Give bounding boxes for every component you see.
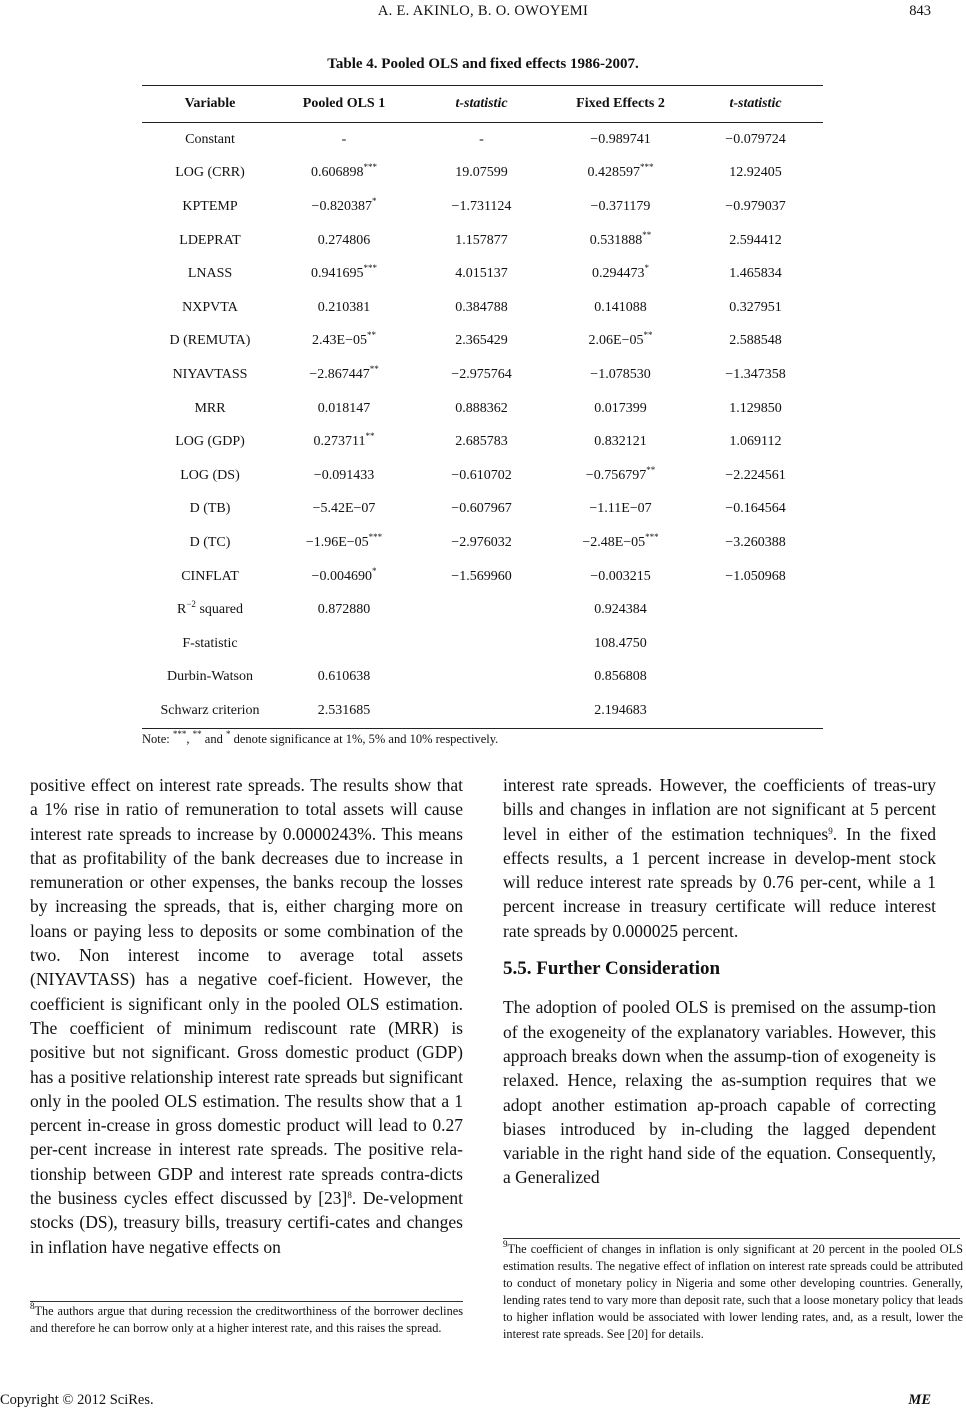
cell-variable — [142, 325, 278, 359]
cell-pooled-ols-text: 0.606898 — [311, 165, 364, 181]
cell-fixed-effects — [553, 190, 688, 224]
cell-fixed-effects-text: −1.078530 — [590, 366, 651, 382]
cell-pooled-ols-text: 0.610638 — [317, 669, 371, 685]
cell-variable-text: R — [177, 602, 187, 618]
cell-pooled-t-statistic-text: 4.015137 — [455, 266, 508, 282]
cell-fixed-effects-text: 108.4750 — [594, 635, 647, 651]
cell-variable — [142, 459, 278, 493]
cell-fixed-t-statistic-text: −0.079724 — [725, 131, 786, 147]
footnote-9-text: The coefficient of changes in inflation is only significant at 20 percent in the pooled OLS estimation results. The negative effect of inflation on interest rate spreads could be attributed to conduct of monetary policy in Nigeria and some other developing countries. Generally, lending rates tend to vary more than deposit rate, such that a loose monetary policy that leads to higher inflation would be associated with lower lending rates, and, as a result, lower the interest rate spreads. See [20] for details. — [503, 1242, 963, 1341]
table-row — [142, 593, 823, 627]
cell-variable-text: MRR — [194, 400, 226, 416]
cell-pooled-ols — [278, 661, 410, 695]
cell-fixed-t-statistic-text: −0.979037 — [725, 198, 786, 214]
table-row — [142, 560, 823, 594]
cell-fixed-t-statistic-text: 2.594412 — [729, 232, 782, 248]
table-row — [142, 459, 823, 493]
cell-fixed-t-statistic — [688, 593, 823, 627]
cell-pooled-t-statistic — [410, 560, 553, 594]
table-row — [142, 224, 823, 258]
cell-pooled-ols-text: −1.96E−05 — [305, 534, 369, 550]
table-row — [142, 157, 823, 191]
cell-pooled-t-statistic — [410, 493, 553, 527]
cell-variable-text: D (TB) — [189, 501, 231, 517]
cell-fixed-effects — [553, 425, 688, 459]
significance-marker: * — [371, 195, 377, 206]
cell-pooled-t-statistic — [410, 593, 553, 627]
cell-variable — [142, 358, 278, 392]
cell-pooled-ols — [278, 392, 410, 426]
cell-pooled-t-statistic — [410, 325, 553, 359]
cell-fixed-t-statistic — [688, 123, 823, 157]
cell-fixed-effects — [553, 123, 688, 157]
cell-fixed-t-statistic-text: 1.069112 — [729, 434, 782, 450]
cell-fixed-t-statistic — [688, 526, 823, 560]
cell-pooled-t-statistic-text: −1.569960 — [451, 568, 512, 584]
cell-variable — [142, 123, 278, 157]
footnote-8 — [30, 1303, 463, 1337]
cell-pooled-t-statistic — [410, 526, 553, 560]
cell-variable — [142, 190, 278, 224]
footnote-ref-8[interactable]: 8 — [347, 1190, 352, 1201]
cell-pooled-ols-text: 0.273711 — [313, 434, 366, 450]
cell-fixed-t-statistic — [688, 190, 823, 224]
cell-pooled-t-statistic-text: 19.07599 — [455, 165, 508, 181]
cell-variable — [142, 493, 278, 527]
table-row — [142, 257, 823, 291]
cell-pooled-ols — [278, 560, 410, 594]
cell-pooled-t-statistic-text: 0.888362 — [455, 400, 508, 416]
cell-fixed-t-statistic — [688, 358, 823, 392]
significance-marker: *** — [368, 531, 383, 542]
cell-variable — [142, 291, 278, 325]
section-heading: 5.5. Further Consideration — [503, 958, 721, 980]
note-symbol-5pct: ** — [192, 729, 202, 739]
cell-pooled-ols — [278, 325, 410, 359]
cell-pooled-t-statistic — [410, 392, 553, 426]
cell-fixed-effects — [553, 694, 688, 728]
note-symbol-10pct: * — [225, 729, 231, 739]
table-row — [142, 661, 823, 695]
cell-variable — [142, 526, 278, 560]
cell-fixed-t-statistic — [688, 694, 823, 728]
note-symbol-1pct: *** — [172, 729, 187, 739]
cell-fixed-t-statistic — [688, 257, 823, 291]
cell-variable — [142, 593, 278, 627]
page-number: 843 — [909, 3, 931, 19]
cell-pooled-t-statistic-text: 0.384788 — [455, 299, 508, 315]
cell-fixed-t-statistic-text: 1.129850 — [729, 400, 782, 416]
cell-pooled-t-statistic — [410, 190, 553, 224]
running-head: A. E. AKINLO, B. O. OWOYEMI — [377, 3, 589, 19]
cell-variable-text: Durbin-Watson — [167, 669, 253, 685]
cell-variable — [142, 627, 278, 661]
significance-marker: ** — [365, 431, 375, 442]
column-header-variable: Variable — [142, 86, 278, 123]
cell-pooled-ols — [278, 157, 410, 191]
table-row — [142, 392, 823, 426]
footnote-rule-left — [30, 1301, 463, 1302]
cell-fixed-t-statistic-text: −2.224561 — [725, 467, 786, 483]
cell-fixed-effects-text: 0.017399 — [594, 400, 647, 416]
cell-fixed-t-statistic — [688, 425, 823, 459]
significance-marker: ** — [643, 330, 653, 341]
cell-pooled-t-statistic — [410, 694, 553, 728]
significance-marker: ** — [642, 229, 652, 240]
footer-journal: ME — [908, 1392, 931, 1408]
cell-fixed-effects — [553, 325, 688, 359]
cell-fixed-effects — [553, 593, 688, 627]
cell-pooled-ols — [278, 694, 410, 728]
cell-pooled-ols — [278, 123, 410, 157]
cell-fixed-effects — [553, 392, 688, 426]
cell-fixed-t-statistic-text: 2.588548 — [729, 333, 782, 349]
cell-pooled-t-statistic-text: −0.607967 — [451, 501, 512, 517]
note-separator-2: and — [201, 732, 226, 746]
column-header-pooled-t-statistic: t-statistic — [410, 86, 553, 123]
cell-pooled-t-statistic — [410, 358, 553, 392]
cell-pooled-t-statistic — [410, 425, 553, 459]
cell-pooled-ols-text: 0.274806 — [317, 232, 371, 248]
cell-fixed-t-statistic — [688, 224, 823, 258]
cell-fixed-effects-text: −2.48E−05 — [582, 534, 646, 550]
left-paragraph-text-b: . De-velopment stocks (DS), treasury bills, treasury certifi-cates and changes in inflation have negative effects on — [30, 1188, 463, 1257]
cell-pooled-ols-text: −0.820387 — [311, 198, 372, 214]
table-row — [142, 694, 823, 728]
cell-variable — [142, 392, 278, 426]
results-table — [142, 85, 823, 729]
cell-pooled-ols-text: 2.531685 — [317, 702, 371, 718]
cell-pooled-ols-text: −0.004690 — [311, 568, 372, 584]
cell-variable-text: CINFLAT — [181, 568, 239, 584]
cell-pooled-t-statistic-text: −2.975764 — [451, 366, 512, 382]
cell-fixed-t-statistic — [688, 661, 823, 695]
significance-marker: * — [644, 263, 649, 274]
cell-fixed-t-statistic — [688, 325, 823, 359]
cell-variable-text: F-statistic — [182, 635, 238, 651]
table-note — [142, 729, 499, 747]
table-row — [142, 123, 823, 157]
cell-variable-text: D (REMUTA) — [169, 333, 251, 349]
cell-variable-text: LNASS — [187, 266, 233, 282]
cell-variable-text: D (TC) — [189, 534, 231, 550]
cell-fixed-t-statistic-text: 1.465834 — [729, 266, 782, 282]
cell-pooled-ols — [278, 526, 410, 560]
left-column — [30, 773, 463, 1259]
cell-variable-text: KPTEMP — [182, 198, 238, 214]
cell-variable-text: LDEPRAT — [179, 232, 241, 248]
cell-pooled-t-statistic — [410, 123, 553, 157]
cell-pooled-ols-text: 0.210381 — [317, 299, 371, 315]
right-column — [503, 773, 936, 1190]
table-row — [142, 291, 823, 325]
cell-pooled-ols-text: 2.43E−05 — [312, 333, 367, 349]
table-row — [142, 190, 823, 224]
cell-pooled-ols — [278, 425, 410, 459]
cell-fixed-effects — [553, 526, 688, 560]
cell-pooled-t-statistic-text: −1.731124 — [451, 198, 512, 214]
cell-variable — [142, 560, 278, 594]
right-paragraph-1-text-a: interest rate spreads. However, the coefficients of treas-ury bills and changes in inflation are not significant at 5 percent level in either of the estimation techniques — [503, 775, 936, 844]
footnote-9-mark: 9 — [503, 1239, 508, 1249]
cell-pooled-t-statistic — [410, 459, 553, 493]
note-separator-1: , — [186, 732, 193, 746]
right-paragraph-1 — [503, 773, 936, 943]
cell-fixed-effects-text: 0.832121 — [594, 434, 647, 450]
cell-pooled-t-statistic-text: −2.976032 — [451, 534, 512, 550]
cell-superscript: −2 — [186, 599, 196, 610]
cell-pooled-ols-text: −2.867447 — [309, 366, 370, 382]
footnote-8-mark: 8 — [30, 1301, 35, 1311]
cell-pooled-t-statistic — [410, 224, 553, 258]
table-row — [142, 325, 823, 359]
cell-fixed-effects-text: 2.194683 — [594, 702, 647, 718]
cell-fixed-effects-text: 0.141088 — [594, 299, 647, 315]
cell-pooled-ols-text: 0.941695 — [311, 266, 364, 282]
right-paragraph-2: The adoption of pooled OLS is premised on the assump-tion of the exogeneity of the explanatory variables. However, this approach breaks down when the assump-tion of exogeneity is relaxed. Hence, relaxing the as-sumption requires that we adopt another estimation ap-proach capable of correcting biases introduced by in-cluding the lagged dependent variable in the right hand side of the equation. Consequently, a Generalized — [503, 997, 936, 1188]
significance-marker: *** — [363, 263, 377, 274]
footnote-rule-right — [503, 1238, 960, 1239]
cell-pooled-ols — [278, 459, 410, 493]
cell-fixed-effects-text: −1.11E−07 — [589, 501, 652, 517]
significance-marker: *** — [645, 531, 659, 542]
cell-fixed-t-statistic — [688, 560, 823, 594]
cell-variable-text: LOG (CRR) — [175, 165, 245, 181]
footnote-9 — [503, 1241, 963, 1343]
cell-fixed-effects — [553, 157, 688, 191]
column-header-fixed-effects: Fixed Effects 2 — [553, 86, 688, 123]
left-paragraph-text-a: positive effect on interest rate spreads. The results show that a 1% rise in ratio of remuneration to total assets will cause interest rate spreads to increase by 0.0000243%. This means that as profitability of the bank decreases due to increase in remuneration or other expenses, the banks recoup the losses by increasing the spreads, that is, either charging more on loans or paying less to deposits or some combination of the two. Non interest income to average total assets (NIYAVTASS) has a negative coef-ficient. However, the coefficient is significant only in the pooled OLS estimation. The coefficient of minimum rediscount rate (MRR) is positive but not significant. Gross domestic product (GDP) has a positive relationship interest rate spreads but significant only in the pooled OLS estimation. The results show that a 1 percent in-crease in gross domestic product will lead to 0.27 per-cent increase in interest rate spreads. The positive rela-tionship between GDP and interest rate spreads contra-dicts the business cycles effect discussed by [23] — [30, 775, 463, 1209]
cell-variable — [142, 224, 278, 258]
cell-variable-text: Schwarz criterion — [160, 702, 260, 718]
cell-fixed-t-statistic-text: −1.050968 — [725, 568, 786, 584]
cell-fixed-effects — [553, 358, 688, 392]
cell-pooled-ols — [278, 291, 410, 325]
cell-pooled-ols — [278, 627, 410, 661]
cell-variable — [142, 257, 278, 291]
table-header-row — [142, 86, 823, 123]
significance-marker: * — [371, 565, 377, 576]
cell-fixed-t-statistic-text: 12.92405 — [729, 165, 782, 181]
cell-fixed-t-statistic — [688, 459, 823, 493]
cell-pooled-t-statistic-text: 2.685783 — [455, 434, 508, 450]
footer-copyright: Copyright © 2012 SciRes. — [0, 1392, 154, 1408]
cell-fixed-effects-text: −0.756797 — [585, 467, 647, 483]
cell-fixed-t-statistic-text: 0.327951 — [729, 299, 782, 315]
cell-variable-text: NXPVTA — [182, 299, 238, 315]
cell-fixed-effects-text: 0.531888 — [589, 232, 643, 248]
table-row — [142, 526, 823, 560]
cell-variable-text: Constant — [185, 131, 235, 147]
cell-fixed-effects — [553, 224, 688, 258]
cell-pooled-t-statistic — [410, 627, 553, 661]
cell-fixed-effects-text: 2.06E−05 — [588, 333, 644, 349]
cell-fixed-effects-text: 0.856808 — [594, 669, 647, 685]
significance-marker: ** — [366, 330, 376, 341]
cell-fixed-t-statistic — [688, 291, 823, 325]
cell-pooled-ols — [278, 257, 410, 291]
cell-fixed-effects-text: 0.294473 — [592, 266, 645, 282]
cell-fixed-t-statistic — [688, 627, 823, 661]
cell-fixed-effects — [553, 661, 688, 695]
cell-pooled-ols-text: −0.091433 — [313, 467, 375, 483]
table-caption: Table 4. Pooled OLS and fixed effects 1986-2007. — [327, 56, 639, 72]
footnote-ref-9[interactable]: 9 — [828, 825, 833, 836]
cell-pooled-ols-text: −5.42E−07 — [312, 501, 376, 517]
cell-variable — [142, 425, 278, 459]
left-paragraph — [30, 773, 463, 1259]
cell-fixed-effects-text: −0.989741 — [590, 131, 651, 147]
cell-fixed-effects-text: −0.003215 — [590, 568, 651, 584]
cell-pooled-ols-text: 0.018147 — [317, 400, 371, 416]
cell-pooled-t-statistic-text: - — [479, 131, 484, 147]
cell-variable-text: LOG (GDP) — [175, 434, 245, 450]
cell-fixed-effects-text: 0.924384 — [594, 602, 647, 618]
cell-variable-text: LOG (DS) — [180, 467, 240, 483]
cell-pooled-t-statistic-text: 2.365429 — [455, 333, 508, 349]
note-prefix: Note: — [142, 732, 173, 746]
cell-fixed-t-statistic — [688, 392, 823, 426]
table-row — [142, 425, 823, 459]
note-text: denote significance at 1%, 5% and 10% respectively. — [230, 732, 499, 746]
table-row — [142, 358, 823, 392]
cell-pooled-t-statistic — [410, 291, 553, 325]
cell-fixed-t-statistic-text: −1.347358 — [725, 366, 786, 382]
cell-pooled-ols — [278, 190, 410, 224]
cell-fixed-t-statistic-text: −0.164564 — [725, 501, 786, 517]
cell-variable-text: NIYAVTASS — [172, 366, 248, 382]
significance-marker: ** — [646, 464, 656, 475]
column-header-fixed-t-statistic: t-statistic — [688, 86, 823, 123]
cell-variable-text-tail: squared — [195, 602, 243, 618]
cell-pooled-ols-text: - — [341, 131, 347, 147]
cell-pooled-ols-text: 0.872880 — [317, 602, 371, 618]
cell-variable — [142, 694, 278, 728]
cell-pooled-t-statistic-text: −0.610702 — [451, 467, 512, 483]
column-header-pooled-ols: Pooled OLS 1 — [278, 86, 410, 123]
cell-fixed-effects-text: −0.371179 — [590, 198, 651, 214]
footnote-8-text: The authors argue that during recession the creditworthiness of the borrower declines and therefore he can borrow only at a higher interest rate, and this raises the spread. — [30, 1304, 463, 1335]
cell-fixed-effects — [553, 291, 688, 325]
cell-pooled-t-statistic — [410, 157, 553, 191]
right-paragraph-1-text-b: . In the fixed effects results, a 1 percent increase in develop-ment stock will reduce interest rate spreads by 0.76 per-cent, while a 1 percent increase in treasury certificate will reduce interest rate spreads by 0.000025 percent. — [503, 823, 936, 941]
cell-fixed-effects — [553, 493, 688, 527]
cell-pooled-ols — [278, 593, 410, 627]
cell-pooled-t-statistic — [410, 661, 553, 695]
cell-fixed-effects — [553, 560, 688, 594]
cell-pooled-t-statistic-text: 1.157877 — [455, 232, 508, 248]
cell-fixed-effects-text: 0.428597 — [587, 165, 640, 181]
cell-variable — [142, 661, 278, 695]
table-body — [142, 123, 823, 729]
significance-marker: ** — [369, 363, 379, 374]
cell-fixed-t-statistic — [688, 493, 823, 527]
cell-fixed-effects — [553, 459, 688, 493]
cell-fixed-t-statistic-text: −3.260388 — [725, 534, 786, 550]
cell-variable — [142, 157, 278, 191]
cell-fixed-t-statistic — [688, 157, 823, 191]
table-row — [142, 627, 823, 661]
cell-pooled-t-statistic — [410, 257, 553, 291]
cell-pooled-ols — [278, 358, 410, 392]
cell-fixed-effects — [553, 257, 688, 291]
significance-marker: *** — [363, 162, 377, 173]
significance-marker: *** — [640, 162, 654, 173]
cell-pooled-ols — [278, 493, 410, 527]
table-row — [142, 493, 823, 527]
cell-fixed-effects — [553, 627, 688, 661]
cell-pooled-ols — [278, 224, 410, 258]
